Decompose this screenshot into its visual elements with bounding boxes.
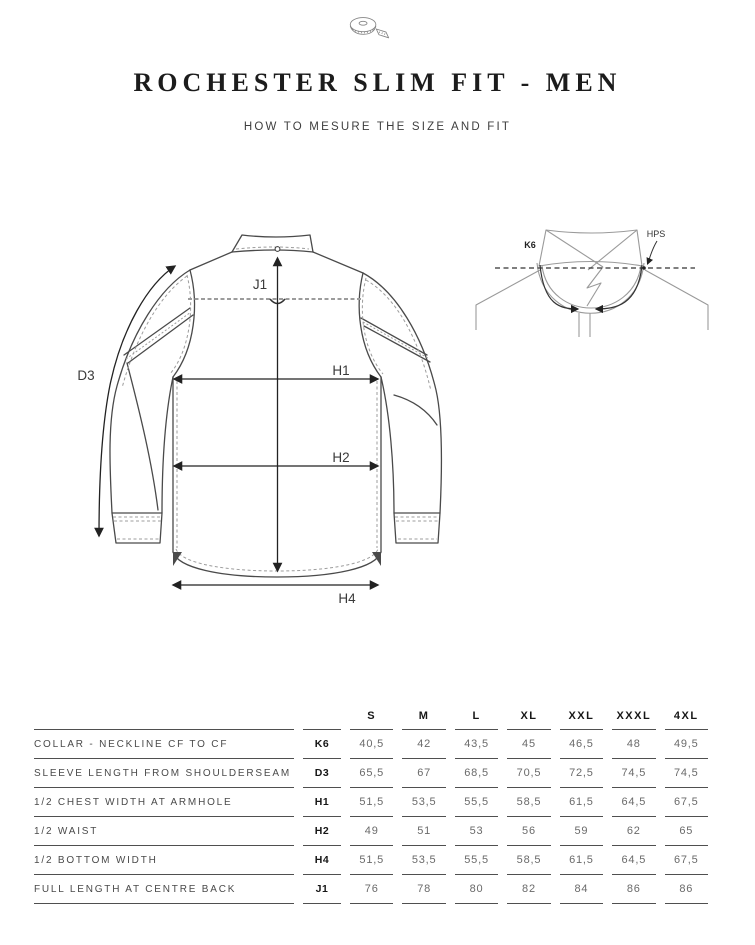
size-header: S <box>367 710 377 722</box>
size-value: 67,5 <box>665 845 708 874</box>
size-header: M <box>418 710 430 722</box>
size-value: 78 <box>402 874 445 904</box>
size-value: 67,5 <box>665 787 708 816</box>
shirt-outline <box>110 235 442 577</box>
size-value: 45 <box>507 729 550 758</box>
size-value: 68,5 <box>455 758 498 787</box>
size-header-row <box>34 703 708 729</box>
k6-curve-left <box>540 265 578 309</box>
k6-curve-right <box>596 265 642 309</box>
size-value: 80 <box>455 874 498 904</box>
size-value: 65,5 <box>350 758 393 787</box>
size-value: 76 <box>350 874 393 904</box>
size-value: 51 <box>402 816 445 845</box>
size-value: 70,5 <box>507 758 550 787</box>
size-value: 61,5 <box>560 787 603 816</box>
collar-button <box>275 247 280 252</box>
size-value: 40,5 <box>350 729 393 758</box>
table-row <box>34 758 708 787</box>
size-header: XL <box>520 710 538 722</box>
header-spacer-code <box>303 703 341 729</box>
size-header: XXXL <box>616 710 652 722</box>
size-value: 46,5 <box>560 729 603 758</box>
table-row <box>34 729 708 758</box>
hps-point <box>642 266 646 270</box>
header-spacer-label <box>34 703 294 729</box>
label-h2: H2 <box>332 450 350 465</box>
row-code: J1 <box>303 874 341 904</box>
size-value: 43,5 <box>455 729 498 758</box>
size-value: 49 <box>350 816 393 845</box>
row-label: FULL LENGTH AT CENTRE BACK <box>34 874 294 904</box>
row-label: 1/2 CHEST WIDTH AT ARMHOLE <box>34 787 294 816</box>
size-value: 72,5 <box>560 758 603 787</box>
table-row <box>34 816 708 845</box>
size-value: 53 <box>455 816 498 845</box>
size-value: 67 <box>402 758 445 787</box>
row-code: D3 <box>303 758 341 787</box>
size-value: 64,5 <box>612 845 655 874</box>
row-code: H4 <box>303 845 341 874</box>
size-value: 51,5 <box>350 845 393 874</box>
size-value: 64,5 <box>612 787 655 816</box>
label-d3: D3 <box>77 368 95 383</box>
label-j1: J1 <box>252 277 268 292</box>
collar-diagram <box>460 210 745 350</box>
size-value: 55,5 <box>455 845 498 874</box>
size-value: 53,5 <box>402 845 445 874</box>
size-value: 61,5 <box>560 845 603 874</box>
page-subtitle: HOW TO MESURE THE SIZE AND FIT <box>243 121 512 133</box>
size-header: L <box>472 710 481 722</box>
size-value: 59 <box>560 816 603 845</box>
page-title: ROCHESTER SLIM FIT - MEN <box>133 68 622 97</box>
size-value: 53,5 <box>402 787 445 816</box>
row-label: 1/2 BOTTOM WIDTH <box>34 845 294 874</box>
label-k6: K6 <box>524 240 536 250</box>
size-value: 55,5 <box>455 787 498 816</box>
size-header: XXL <box>568 710 595 722</box>
row-label: 1/2 WAIST <box>34 816 294 845</box>
row-label: SLEEVE LENGTH FROM SHOULDERSEAM <box>34 758 294 787</box>
size-header: 4XL <box>673 710 699 722</box>
table-row <box>34 787 708 816</box>
row-code: H1 <box>303 787 341 816</box>
size-value: 42 <box>402 729 445 758</box>
label-h4: H4 <box>338 591 356 606</box>
table-row <box>34 874 708 904</box>
size-value: 56 <box>507 816 550 845</box>
row-code: K6 <box>303 729 341 758</box>
table-row <box>34 845 708 874</box>
size-value: 58,5 <box>507 845 550 874</box>
size-value: 48 <box>612 729 655 758</box>
size-value: 49,5 <box>665 729 708 758</box>
size-value: 62 <box>612 816 655 845</box>
shirt-diagram <box>60 200 470 620</box>
size-value: 51,5 <box>350 787 393 816</box>
row-code: H2 <box>303 816 341 845</box>
size-value: 86 <box>665 874 708 904</box>
label-hps: HPS <box>646 229 666 239</box>
size-value: 82 <box>507 874 550 904</box>
size-value: 65 <box>665 816 708 845</box>
size-value: 58,5 <box>507 787 550 816</box>
size-table <box>25 703 717 904</box>
label-h1: H1 <box>332 363 350 378</box>
row-label: COLLAR - NECKLINE CF TO CF <box>34 729 294 758</box>
collar-outline <box>476 230 708 337</box>
size-value: 86 <box>612 874 655 904</box>
measuring-tape-icon <box>348 14 394 44</box>
size-value: 74,5 <box>612 758 655 787</box>
size-value: 74,5 <box>665 758 708 787</box>
hps-arrow <box>648 241 658 264</box>
size-value: 84 <box>560 874 603 904</box>
